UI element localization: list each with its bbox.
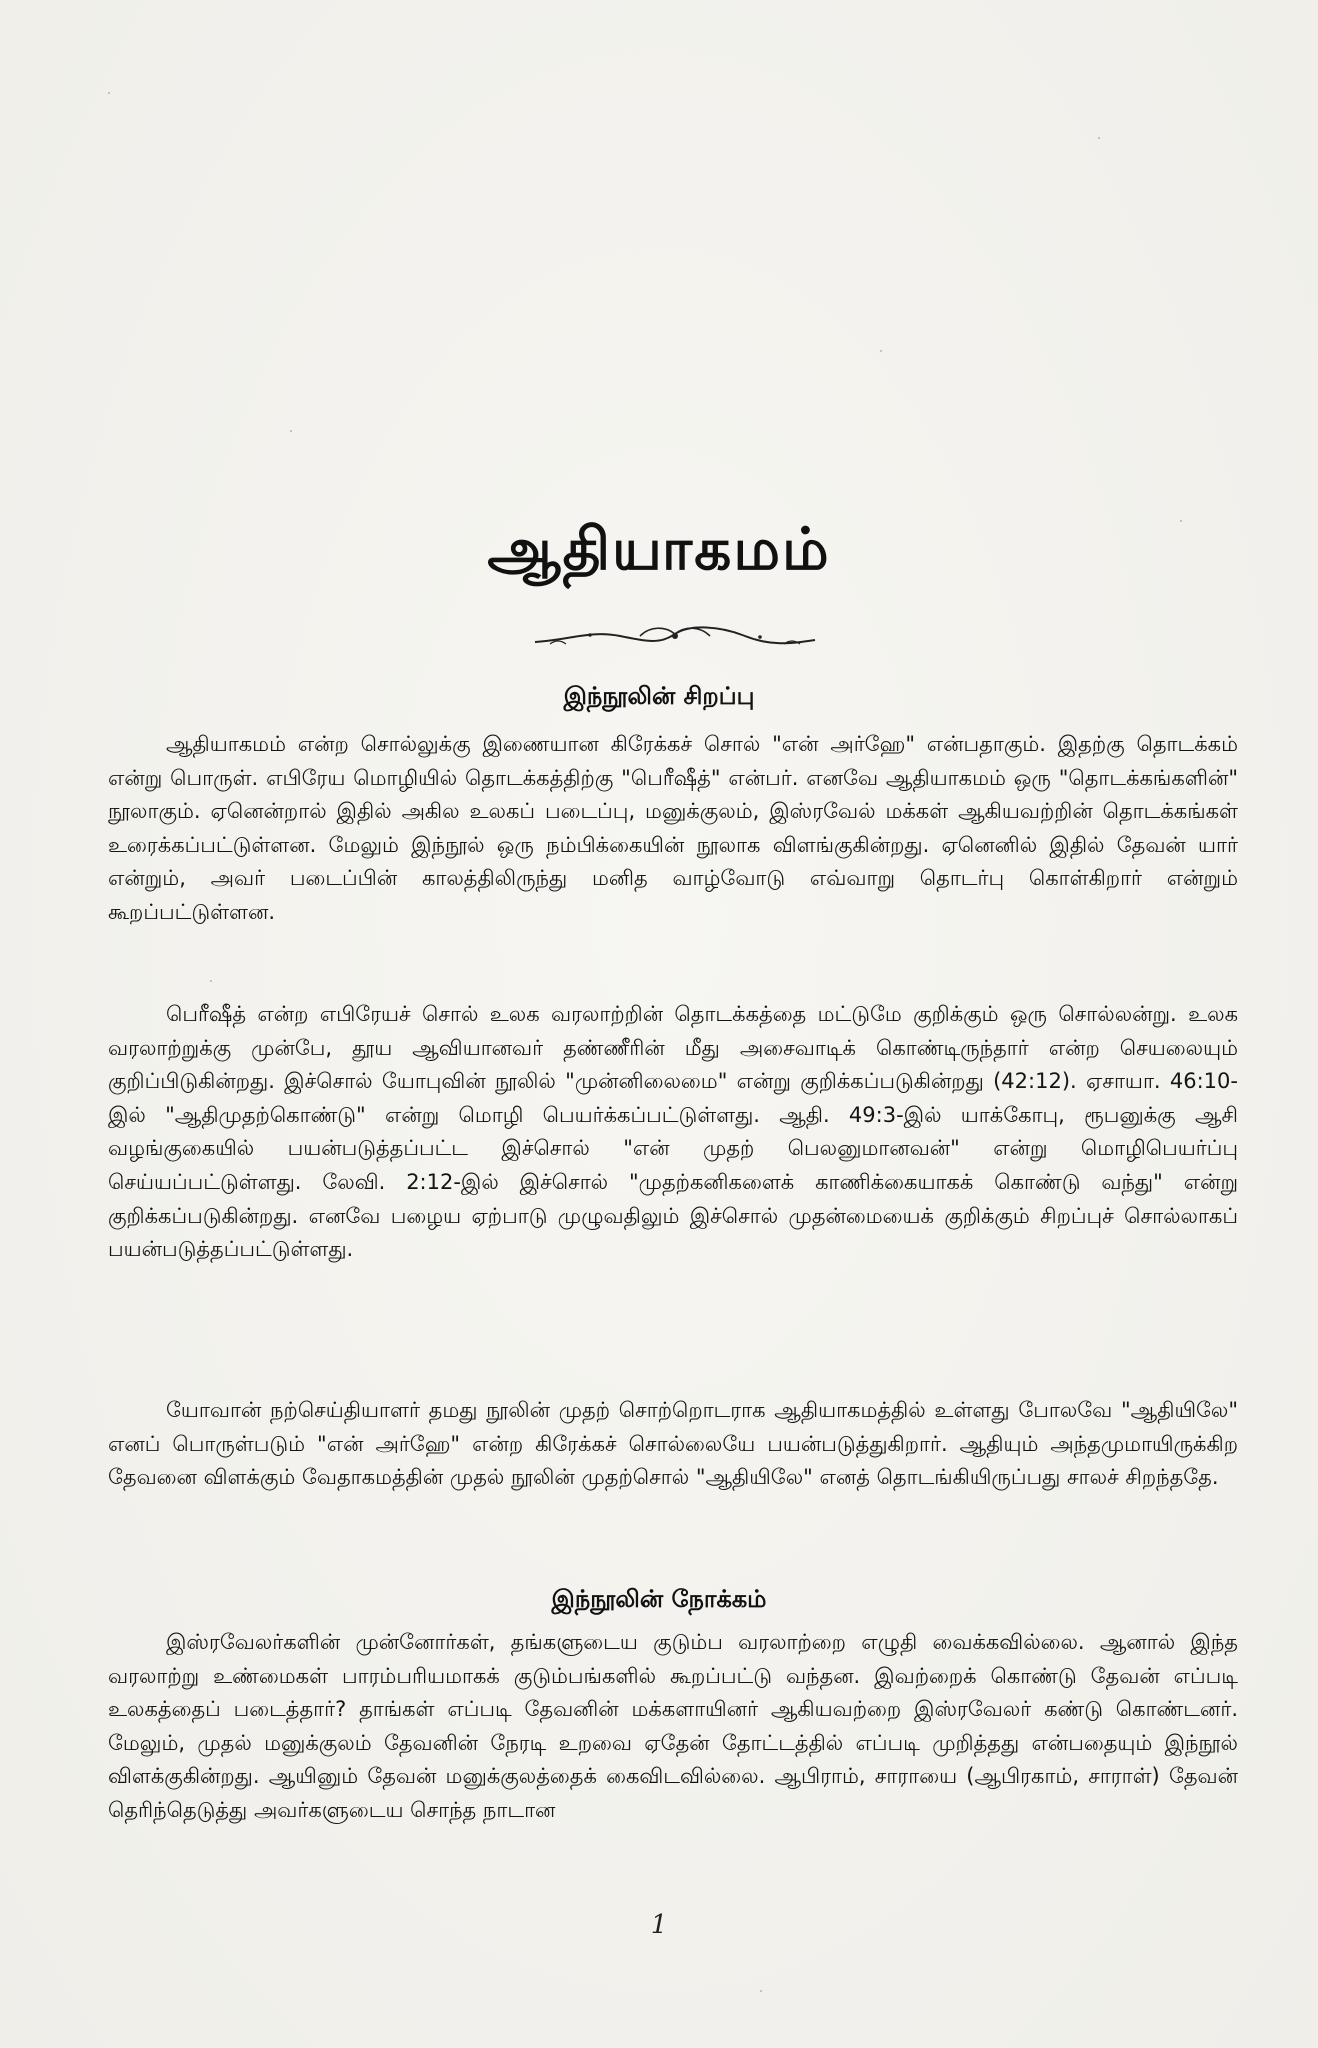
chapter-title: ஆதியாகமம் [487, 515, 831, 583]
paper-speck [880, 350, 882, 352]
paper-speck [760, 1990, 762, 1992]
paragraph: பெரீஷீத் என்ற எபிரேயச் சொல் உலக வரலாற்றின் தொடக்கத்தை மட்டுமே குறிக்கும் ஒரு சொல்லன்று. உலக வரலாற்றுக்கு முன்பே, தூய ஆவியானவர் தண்ணீரின் மீது அசைவாடிக் கொண்டிருந்தார் என்ற செயலையும் குறிப்பிடுகின்றது. இச்சொல் யோபுவின் நூலில் "முன்னிலைமை" என்று குறிக்கப்படுகின்றது (42:12). ஏசாயா. 46:10-இல் "ஆதிமுதற்கொண்டு" என்று மொழி பெயர்க்கப்பட்டுள்ளது. ஆதி. 49:3-இல் யாக்கோபு, ரூபனுக்கு ஆசி வழங்குகையில் பயன்படுத்தப்பட்ட இச்சொல் "என் முதற் பெலனுமானவன்" என்று மொழிபெயர்ப்பு செய்யப்பட்டுள்ளது. லேவி. 2:12-இல் இச்சொல் "முதற்கனிகளைக் காணிக்கையாகக் கொண்டு வந்து" என்று குறிக்கப்படுகின்றது. எனவே பழைய ஏற்பாடு முழுவதிலும் இச்சொல் முதன்மையைக் குறிக்கும் சிறப்புச் சொல்லாகப் பயன்படுத்தப்பட்டுள்ளது. [108, 1002, 1238, 1262]
paper-speck [1098, 137, 1100, 139]
title-ornament [530, 622, 820, 650]
section-heading: இந்நூலின் நோக்கம் [551, 1585, 767, 1613]
paragraph: இஸ்ரவேலர்களின் முன்னோர்கள், தங்களுடைய குடும்ப வரலாற்றை எழுதி வைக்கவில்லை. ஆனால் இந்த வரலாற்று உண்மைகள் பாரம்பரியமாகக் குடும்பங்களில் கூறப்பட்டு வந்தன. இவற்றைக் கொண்டு தேவன் எப்படி உலகத்தைப் படைத்தார்? தாங்கள் எப்படி தேவனின் மக்களாயினர் ஆகியவற்றை இஸ்ரவேலர் கண்டு கொண்டனர். மேலும், முதல் மனுக்குலம் தேவனின் நேரடி உறவை ஏதேன் தோட்டத்தில் எப்படி முறித்தது என்பதையும் இந்நூல் விளக்குகின்றது. ஆயினும் தேவன் மனுக்குலத்தைக் கைவிடவில்லை. ஆபிராம், சாராயை (ஆபிரகாம், சாராள்) தேவன் தெரிந்தெடுத்து அவர்களுடைய சொந்த நாடான [108, 1630, 1238, 1822]
section-heading: இந்நூலின் சிறப்பு [563, 682, 755, 710]
page-number: 1 [650, 1910, 668, 1940]
paragraph: யோவான் நற்செய்தியாளர் தமது நூலின் முதற் சொற்றொடராக ஆதியாகமத்தில் உள்ளது போலவே "ஆதியிலே" எனப் பொருள்படும் "என் அர்ஹே" என்ற கிரேக்கச் சொல்லையே பயன்படுத்துகிறார். ஆதியும் அந்தமுமாயிருக்கிற தேவனை விளக்கும் வேதாகமத்தின் முதல் நூலின் முதற்சொல் "ஆதியிலே" எனத் தொடங்கியிருப்பது சாலச் சிறந்ததே. [108, 1398, 1238, 1490]
paper-speck [210, 980, 212, 982]
paragraph: ஆதியாகமம் என்ற சொல்லுக்கு இணையான கிரேக்கச் சொல் "என் அர்ஹே" என்பதாகும். இதற்கு தொடக்கம் என்று பொருள். எபிரேய மொழியில் தொடக்கத்திற்கு "பெரீஷீத்" என்பர். எனவே ஆதியாகமம் ஒரு "தொடக்கங்களின்" நூலாகும். ஏனென்றால் இதில் அகில உலகப் படைப்பு, மனுக்குலம், இஸ்ரவேல் மக்கள் ஆகியவற்றின் தொடக்கங்கள் உரைக்கப்பட்டுள்ளன. மேலும் இந்நூல் ஒரு நம்பிக்கையின் நூலாக விளங்குகின்றது. ஏனெனில் இதில் தேவன் யார் என்றும், அவர் படைப்பின் காலத்திலிருந்து மனித வாழ்வோடு எவ்வாறு தொடர்பு கொள்கிறார் என்றும் கூறப்பட்டுள்ளன. [108, 732, 1238, 924]
paper-speck [290, 430, 292, 432]
paper-speck [108, 92, 110, 94]
